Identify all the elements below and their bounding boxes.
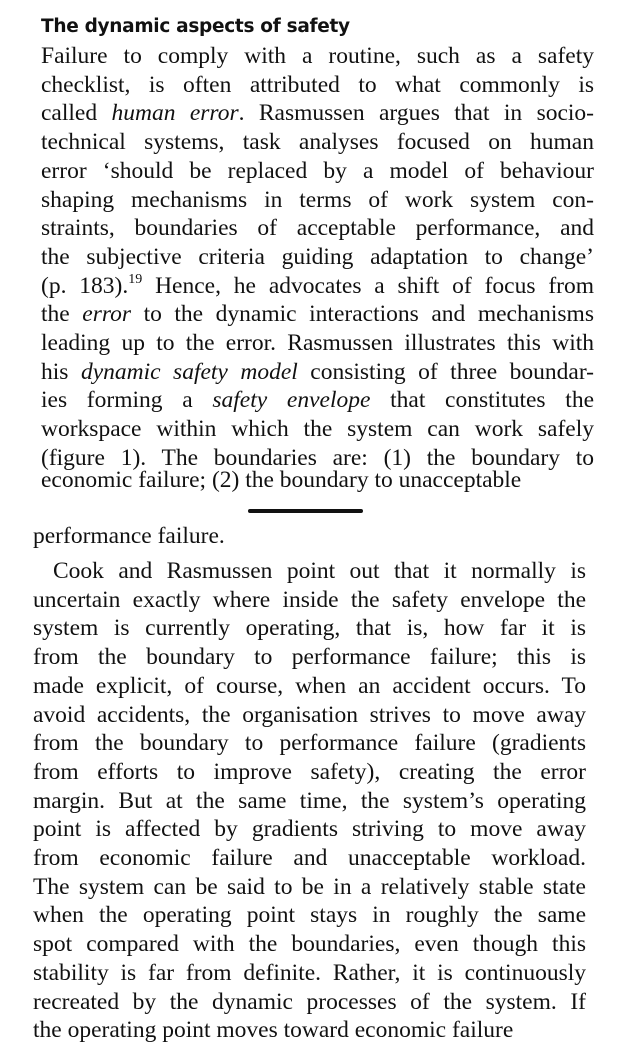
- text-line: the error to the dynamic interactions and mechanisms: [41, 301, 594, 328]
- footnote-ref[interactable]: 19: [128, 271, 143, 287]
- clipped-text: the operating point moves toward economic failure: [33, 1017, 514, 1043]
- text-line: from efforts to improve safety), creating the error: [33, 758, 586, 785]
- text-line: uncertain exactly where inside the safety envelope the: [33, 586, 586, 613]
- text-line: ies forming a safety envelope that constitutes the: [41, 387, 594, 414]
- text-line: checklist, is often attributed to what commonly is: [41, 71, 594, 98]
- clipped-line-end: [33, 1016, 586, 1043]
- text-line: (figure 1). The boundaries are: (1) the boundary to: [41, 444, 594, 471]
- italic-term: human error: [111, 100, 239, 127]
- text-line: recreated by the dynamic processes of the system. If: [33, 988, 586, 1015]
- text-line: technical systems, task analyses focused on human: [41, 129, 594, 156]
- text-line: leading up to the error. Rasmussen illustrates this with: [41, 330, 594, 356]
- text-line: straints, boundaries of acceptable performance, and: [41, 215, 594, 242]
- page-break-divider: [248, 509, 363, 513]
- text-line: when the operating point stays in roughly the same: [33, 902, 586, 929]
- section-heading: The dynamic aspects of safety: [41, 16, 350, 37]
- text-line: called human error. Rasmussen argues that in socio-: [41, 100, 594, 127]
- text-line: the subjective criteria guiding adaptation to change’: [41, 243, 594, 270]
- clipped-line-top: [41, 466, 594, 493]
- text-line: error ‘should be replaced by a model of behaviour: [41, 157, 594, 184]
- text-line: shaping mechanisms in terms of work system con-: [41, 186, 594, 213]
- text-line: Failure to comply with a routine, such as a safety: [41, 43, 594, 69]
- text-line: workspace within which the system can work safely: [41, 416, 594, 443]
- italic-term: dynamic safety model: [80, 358, 298, 385]
- text-line: The system can be said to be in a relatively stable state: [33, 873, 586, 900]
- text-line: his dynamic safety model consisting of three boundar-: [41, 358, 594, 385]
- text-line: Cook and Rasmussen point out that it normally is: [53, 558, 586, 584]
- italic-term: safety envelope: [212, 387, 371, 414]
- clipped-text: performance failure.: [33, 523, 225, 549]
- text-line: system is currently operating, that is, how far it is: [33, 615, 586, 642]
- text-line: margin. But at the same time, the system’s operating: [33, 787, 586, 814]
- text-line: made explicit, of course, when an accident occurs. To: [33, 672, 586, 699]
- text-line: from the boundary to performance failure (gradients: [33, 730, 586, 757]
- text-line: (p. 183).$^{19}$ Hence, he advocates a shift of focus from: [41, 271, 594, 299]
- text-line: spot compared with the boundaries, even though this: [33, 931, 586, 958]
- clipped-text: economic failure; (2) the boundary to unacceptable: [41, 467, 522, 493]
- text-line: from the boundary to performance failure; this is: [33, 644, 586, 671]
- clipped-line-bottom: [33, 523, 586, 551]
- text-line: from economic failure and unacceptable workload.: [33, 845, 586, 871]
- text-line: point is affected by gradients striving to move away: [33, 816, 586, 843]
- text-line: stability is far from definite. Rather, it is continuously: [33, 959, 586, 986]
- text-line: avoid accidents, the organisation strives to move away: [33, 701, 586, 728]
- italic-term: error: [82, 301, 132, 328]
